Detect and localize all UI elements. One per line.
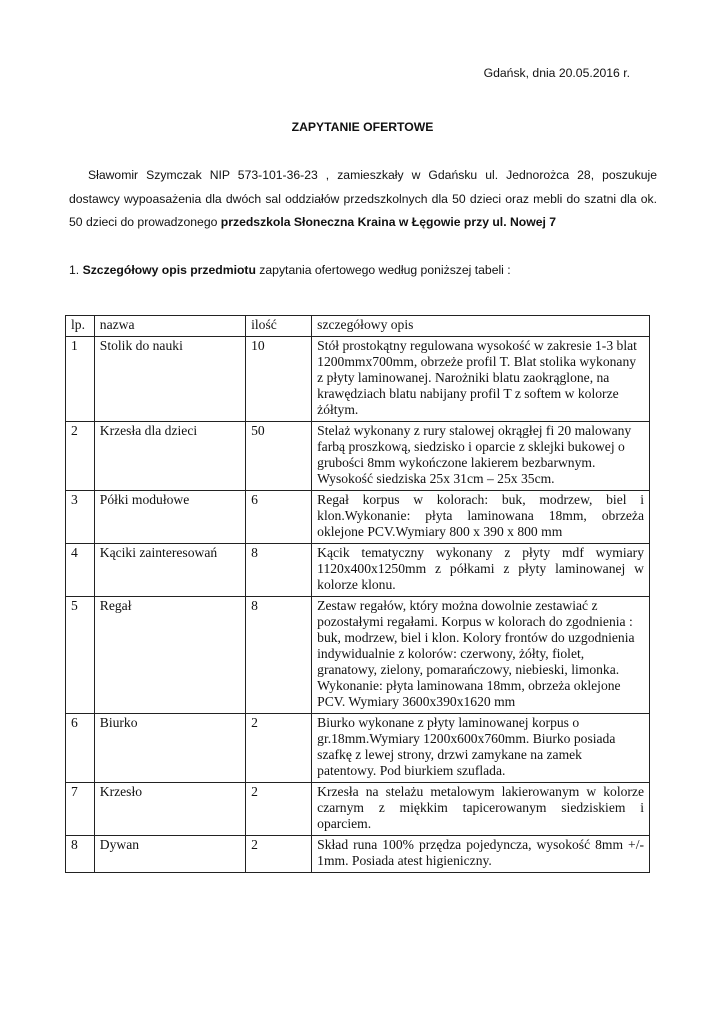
- cell-lp: 1: [66, 337, 95, 422]
- section-bold: Szczegółowy opis przedmiotu: [82, 263, 256, 277]
- cell-name: Krzesła dla dzieci: [94, 422, 245, 491]
- cell-desc: Skład runa 100% przędza pojedyncza, wysokość 8mm +/- 1mm. Posiada atest higieniczny.: [312, 836, 650, 873]
- cell-qty: 10: [246, 337, 312, 422]
- table-row: [66, 836, 650, 873]
- cell-name: Półki modułowe: [94, 491, 245, 544]
- document-date: Gdańsk, dnia 20.05.2016 r.: [483, 66, 630, 80]
- cell-lp: 7: [66, 783, 95, 836]
- section-heading: [69, 263, 511, 277]
- section-number: 1.: [69, 263, 83, 277]
- table-row: [66, 337, 650, 422]
- cell-lp: 2: [66, 422, 95, 491]
- table-row: [66, 544, 650, 597]
- cell-qty: 2: [246, 714, 312, 783]
- cell-desc: Krzesła na stelażu metalowym lakierowanym w kolorze czarnym z miękkim tapicerowanym siedziskiem i oparciem.: [312, 783, 650, 836]
- cell-desc: Regał korpus w kolorach: buk, modrzew, biel i klon.Wykonanie: płyta laminowana 18mm, obrzeża oklejone PCV.Wymiary 800 x 390 x 800 mm: [312, 491, 650, 544]
- cell-qty: 6: [246, 491, 312, 544]
- cell-desc: [312, 597, 650, 714]
- cell-lp: 6: [66, 714, 95, 783]
- cell-lp: 3: [66, 491, 95, 544]
- cell-name: Biurko: [94, 714, 245, 783]
- cell-desc-line: Wykonanie: płyta laminowana 18mm, obrzeża oklejone PCV. Wymiary 3600x390x1620 mm: [317, 678, 621, 709]
- cell-desc: Stół prostokątny regulowana wysokość w zakresie 1-3 blat 1200mmx700mm, obrzeże profil T. Blat stolika wykonany z płyty laminowanej. Narożniki blatu zaokrąglone, na krawędziach blatu nabijany profil T z softem w kolorze żółtym.: [312, 337, 650, 422]
- document-title: ZAPYTANIE OFERTOWE: [291, 120, 434, 134]
- cell-name: Dywan: [94, 836, 245, 873]
- cell-qty: 2: [246, 783, 312, 836]
- cell-lp: 8: [66, 836, 95, 873]
- cell-name: Krzesło: [94, 783, 245, 836]
- intro-paragraph: [69, 164, 657, 235]
- cell-desc: Stelaż wykonany z rury stalowej okrągłej fi 20 malowany farbą proszkową, siedzisko i oparcie z sklejki bukowej o grubości 8mm wykończone lakierem bezbarwnym. Wysokość siedziska 25x 31cm – 25x 35cm.: [312, 422, 650, 491]
- header-name: nazwa: [94, 316, 245, 337]
- cell-name: Kąciki zainteresowań: [94, 544, 245, 597]
- cell-name: Stolik do nauki: [94, 337, 245, 422]
- cell-qty: 8: [246, 544, 312, 597]
- table-header-row: [66, 316, 650, 337]
- cell-desc-line: Zestaw regałów, który można dowolnie zestawiać z pozostałymi regałami. Korpus w kolorach do zgodnienia : buk, modrzew, biel i klon. Kolory frontów do uzgodnienia indywidualnie z kolorów: czerwony, żółty, fiolet, granatowy, zielony, pomarańczowy, niebieski, limonka.: [317, 598, 635, 677]
- header-qty: ilość: [246, 316, 312, 337]
- items-table: [65, 315, 650, 873]
- cell-name: Regał: [94, 597, 245, 714]
- cell-qty: 8: [246, 597, 312, 714]
- cell-lp: 5: [66, 597, 95, 714]
- header-desc: szczegółowy opis: [312, 316, 650, 337]
- table-row: [66, 491, 650, 544]
- intro-kindergarten-name: przedszkola Słoneczna Kraina w Łęgowie przy ul. Nowej 7: [220, 215, 557, 229]
- intro-text: Sławomir Szymczak NIP 573-101-36-23 , zamieszkały w Gdańsku ul. Jednorożca 28, poszukuje dostawcy wypoasażenia dla dwóch sal oddziałów przedszkolnych dla 50 dzieci oraz mebli do szatni dla ok. 50 dzieci do prowadzonego: [69, 168, 657, 229]
- cell-desc: Biurko wykonane z płyty laminowanej korpus o gr.18mm.Wymiary 1200x600x760mm. Biurko posiada szafkę z lewej strony, drzwi zamykane na zamek patentowy. Pod biurkiem szuflada.: [312, 714, 650, 783]
- table-row: [66, 597, 650, 714]
- cell-qty: 50: [246, 422, 312, 491]
- table-row: [66, 714, 650, 783]
- section-rest: zapytania ofertowego według poniższej tabeli :: [255, 263, 511, 277]
- table-row: [66, 783, 650, 836]
- cell-desc: Kącik tematyczny wykonany z płyty mdf wymiary 1120x400x1250mm z półkami z płyty laminowanej w kolorze klonu.: [312, 544, 650, 597]
- cell-qty: 2: [246, 836, 312, 873]
- cell-lp: 4: [66, 544, 95, 597]
- header-lp: lp.: [66, 316, 95, 337]
- table-row: [66, 422, 650, 491]
